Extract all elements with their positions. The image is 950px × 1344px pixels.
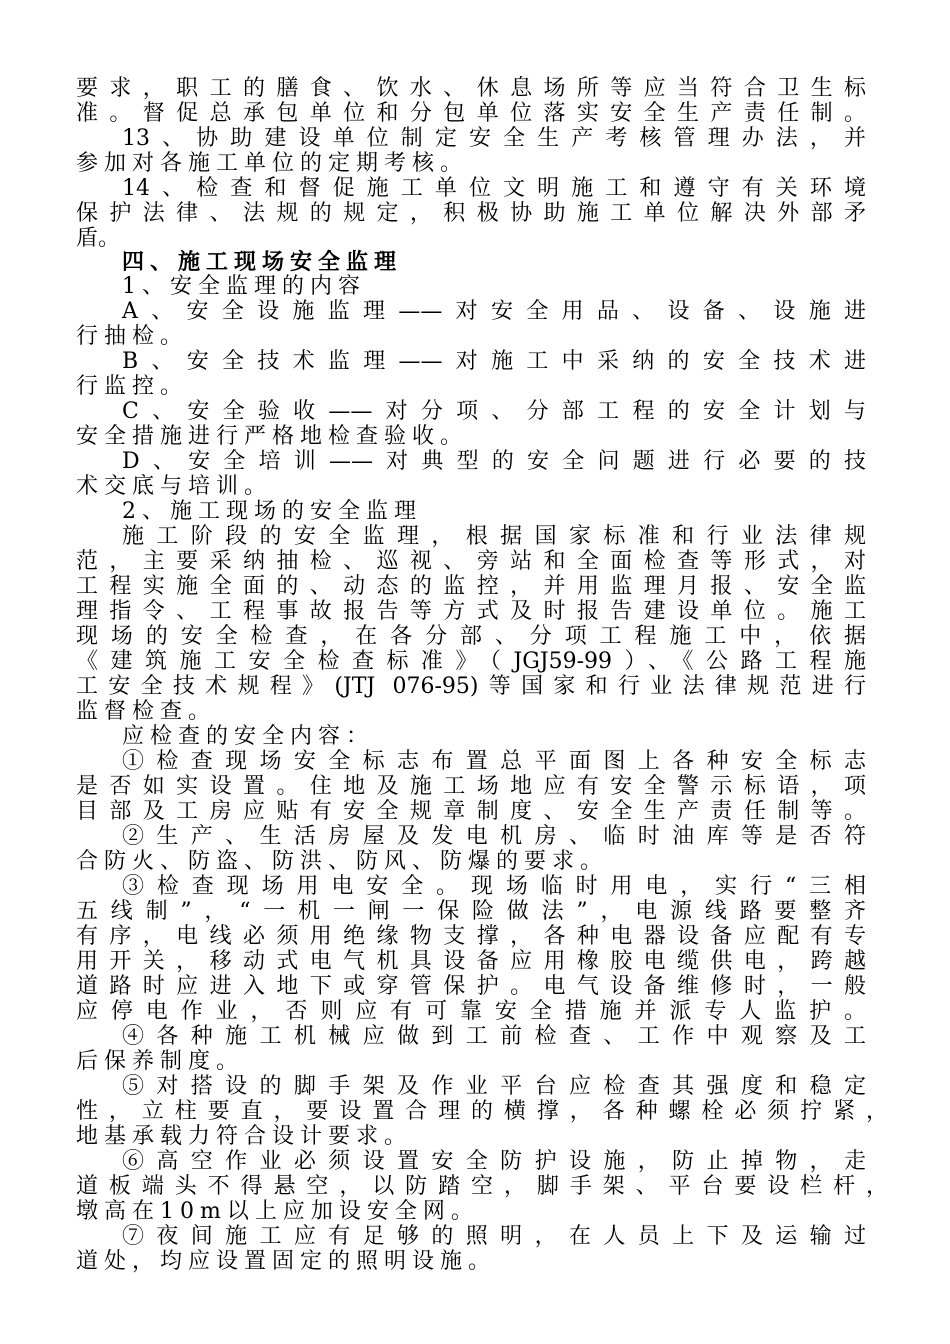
text-line: 道板端头不得悬空，以防踏空，脚手架、平台要设栏杆， [76,1174,888,1199]
text-line: 道处，均应设置固定的照明设施。 [76,1249,497,1274]
text-line: B、安全技术监理——对施工中采纳的安全技术进 [122,349,866,374]
text-line: 监督检查。 [76,699,217,724]
text-line: 应停电作业，否则应有可靠安全措施并派专人监护。 [76,999,866,1024]
text-line: 用开关，移动式电气机具设备应用橡胶电缆供电，跨越 [76,949,866,974]
text-line: 应检查的安全内容： [122,724,375,749]
text-line: 13、协助建设单位制定安全生产考核管理办法，并 [122,126,866,151]
text-line: 2、施工现场的安全监理 [122,499,422,524]
section-heading: 四、施工现场安全监理 [122,250,403,275]
text-line: 盾。 [76,226,121,251]
text-line: ③检查现场用电安全。现场临时用电，实行“三相 [122,874,866,899]
text-line: 工安全技术规程》(JTJ 076-95)等国家和行业法律规范进行 [76,674,866,699]
text-line: ④各种施工机械应做到工前检查、工作中观察及工 [122,1024,866,1049]
text-line: 安全措施进行严格地检查验收。 [76,424,469,449]
text-line: ⑤对搭设的脚手架及作业平台应检查其强度和稳定 [122,1074,866,1099]
text-line: ②生产、生活房屋及发电机房、临时油库等是否符 [122,824,866,849]
text-line: 后保养制度。 [76,1049,245,1074]
text-line: 1、安全监理的内容 [122,274,366,299]
text-line: ⑥高空作业必须设置安全防护设施，防止掉物，走 [122,1149,866,1174]
text-line: 有序，电线必须用绝缘物支撑，各种电器设备应配有专 [76,924,866,949]
text-line: 施工阶段的安全监理，根据国家标准和行业法律规 [122,524,866,549]
text-line: 14、检查和督促施工单位文明施工和遵守有关环境 [122,176,866,201]
text-line: 合防火、防盗、防洪、防风、防爆的要求。 [76,849,609,874]
text-line: 《建筑施工安全检查标准》（JGJ59-99）、《公路工程施 [76,649,866,674]
text-line: 理指令、工程事故报告等方式及时报告建设单位。施工 [76,599,866,624]
text-line: 行抽检。 [76,324,189,349]
text-line: ⑦夜间施工应有足够的照明，在人员上下及运输过 [122,1224,866,1249]
text-line: ①检查现场安全标志布置总平面图上各种安全标志 [122,749,866,774]
text-line: 准。督促总承包单位和分包单位落实安全生产责任制。 [76,101,866,126]
text-line: A、安全设施监理——对安全用品、设备、设施进 [122,299,866,324]
text-line: 五线制”，“一机一闸一保险做法”，电源线路要整齐 [76,899,866,924]
text-line: 地基承载力符合设计要求。 [76,1124,413,1149]
text-line: 现场的安全检查，在各分部、分项工程施工中，依据 [76,624,866,649]
text-line: 是否如实设置。住地及施工场地应有安全警示标语，项 [76,774,866,799]
text-line: 要求，职工的膳食、饮水、休息场所等应当符合卫生标 [76,76,866,101]
text-line: 性，立柱要直，要设置合理的横撑，各种螺栓必须拧紧， [76,1099,888,1124]
text-line: D、安全培训——对典型的安全问题进行必要的技 [122,449,866,474]
text-line: 墩高在10m以上应加设安全网。 [76,1199,479,1224]
text-line: 行监控。 [76,374,189,399]
text-line: 道路时应进入地下或穿管保护。电气设备维修时，一般 [76,974,866,999]
text-line: 保护法律、法规的规定，积极协助施工单位解决外部矛 [76,201,866,226]
text-line: 术交底与培训。 [76,474,273,499]
text-line: 目部及工房应贴有安全规章制度、安全生产责任制等。 [76,799,866,824]
text-line: C、安全验收——对分项、分部工程的安全计划与 [122,399,866,424]
text-line: 范，主要采纳抽检、巡视、旁站和全面检查等形式，对 [76,549,866,574]
text-line: 参加对各施工单位的定期考核。 [76,151,469,176]
text-line: 工程实施全面的、动态的监控，并用监理月报、安全监 [76,574,866,599]
